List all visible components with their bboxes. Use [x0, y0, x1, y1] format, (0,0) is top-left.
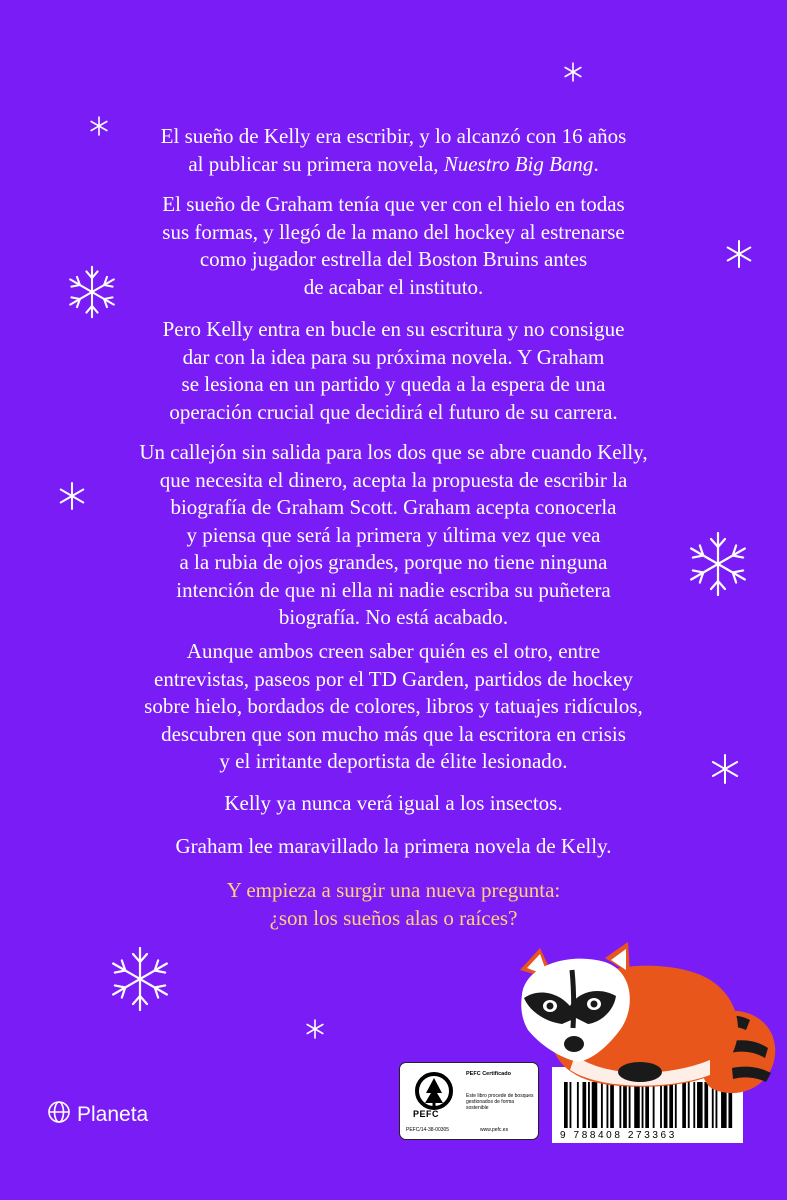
text-segment: operación crucial que decidirá el futuro de su carrera. — [169, 399, 618, 424]
text-segment: biografía de Graham Scott. Graham acepta conocerla — [170, 495, 617, 519]
pefc-description: Este libro procede de bosques gestionados de forma sostenible — [466, 1093, 534, 1111]
text-line — [60, 191, 727, 219]
text-line — [60, 399, 727, 427]
sparkle-icon — [58, 482, 86, 510]
isbn-number: 9 788408 273363 — [560, 1130, 677, 1141]
text-segment: Aunque ambos creen saber quién es el otro, entre — [186, 639, 601, 663]
blurb-paragraph-1 — [60, 123, 727, 178]
text-segment: El sueño de Kelly era escribir, y lo alcanzó con 16 años — [160, 124, 627, 148]
text-line — [60, 905, 727, 933]
text-segment: Un callejón sin salida para los dos que se abre cuando Kelly, — [139, 440, 648, 464]
text-segment: sus formas, y llegó de la mano del hockey al estrenarse — [162, 219, 625, 244]
text-segment: entrevistas, paseos por el TD Garden, partidos de hockey — [154, 666, 633, 691]
text-segment: de acabar el instituto. — [303, 274, 484, 299]
text-line — [60, 494, 727, 522]
text-segment: . — [593, 151, 599, 176]
blurb-paragraph-7 — [60, 833, 727, 861]
text-line — [60, 833, 727, 861]
sparkle-icon — [710, 754, 740, 784]
tagline-question — [60, 877, 727, 932]
snowflake-icon — [686, 530, 750, 598]
text-segment: Y empieza a surgir una nueva pregunta: — [226, 878, 561, 902]
text-segment: intención de que ni ella ni nadie escriba su puñetera — [176, 577, 611, 602]
text-segment: y el irritante deportista de élite lesionado. — [219, 749, 568, 773]
text-segment: sobre hielo, bordados de colores, libros y tatuajes ridículos, — [144, 694, 643, 718]
raccoon-illustration — [510, 940, 787, 1100]
text-line — [60, 439, 727, 467]
text-segment: Graham lee maravillado la primera novela de Kelly. — [175, 834, 612, 858]
sparkle-icon — [305, 1019, 325, 1039]
text-line — [60, 549, 727, 577]
text-line — [60, 467, 727, 495]
text-line — [60, 790, 727, 818]
sparkle-icon — [89, 116, 109, 136]
text-line — [60, 877, 727, 905]
publisher-logo — [47, 1100, 148, 1130]
blurb-paragraph-3 — [60, 316, 727, 426]
text-segment: como jugador estrella del Boston Bruins antes — [199, 247, 588, 271]
text-segment: al publicar su primera novela, — [188, 151, 444, 176]
pefc-code: PEFC/14-38-00305 — [406, 1127, 450, 1133]
book-title-italic: Nuestro Big Bang — [443, 151, 594, 176]
text-segment: se lesiona en un partido y queda a la espera de una — [181, 372, 606, 396]
planeta-globe-icon — [47, 1100, 71, 1130]
text-line — [60, 274, 727, 302]
text-line — [60, 316, 727, 344]
text-line — [60, 693, 727, 721]
text-segment: que necesita el dinero, acepta la propuesta de escribir la — [159, 467, 628, 492]
text-segment: ¿son los sueños alas o raíces? — [269, 905, 518, 930]
text-segment: biografía. No está acabado. — [278, 605, 509, 629]
snowflake-icon — [64, 262, 120, 322]
sparkle-icon — [563, 62, 583, 82]
text-line — [60, 219, 727, 247]
blurb-paragraph-4 — [60, 439, 727, 632]
text-line — [60, 151, 727, 179]
blurb-paragraph-5 — [60, 638, 727, 776]
pefc-brand: PEFC — [413, 1109, 440, 1119]
snowflake-icon — [107, 946, 173, 1012]
text-segment: a la rubia de ojos grandes, porque no tiene ninguna — [179, 550, 608, 574]
text-line — [60, 748, 727, 776]
text-line — [60, 604, 727, 632]
blurb-paragraph-2 — [60, 191, 727, 301]
text-segment: El sueño de Graham tenía que ver con el hielo en todas — [162, 192, 625, 216]
sparkle-icon — [725, 240, 753, 268]
blurb-paragraph-6 — [60, 790, 727, 818]
text-segment: Pero Kelly entra en bucle en su escritura y no consigue — [162, 317, 625, 341]
publisher-name: Planeta — [77, 1103, 149, 1126]
text-segment: Kelly ya nunca verá igual a los insectos. — [224, 791, 563, 815]
pefc-title: PEFC Certificado — [466, 1071, 511, 1077]
text-line — [60, 522, 727, 550]
text-line — [60, 344, 727, 372]
text-segment: dar con la idea para su próxima novela. Y Graham — [182, 344, 605, 369]
text-line — [60, 666, 727, 694]
text-line — [60, 577, 727, 605]
text-segment: descubren que son mucho más que la escritora en crisis — [161, 721, 626, 746]
text-line — [60, 638, 727, 666]
pefc-url: www.pefc.es — [480, 1127, 509, 1133]
text-line — [60, 123, 727, 151]
text-line — [60, 371, 727, 399]
text-segment: y piensa que será la primera y última vez que vea — [186, 522, 601, 547]
text-line — [60, 246, 727, 274]
text-line — [60, 721, 727, 749]
